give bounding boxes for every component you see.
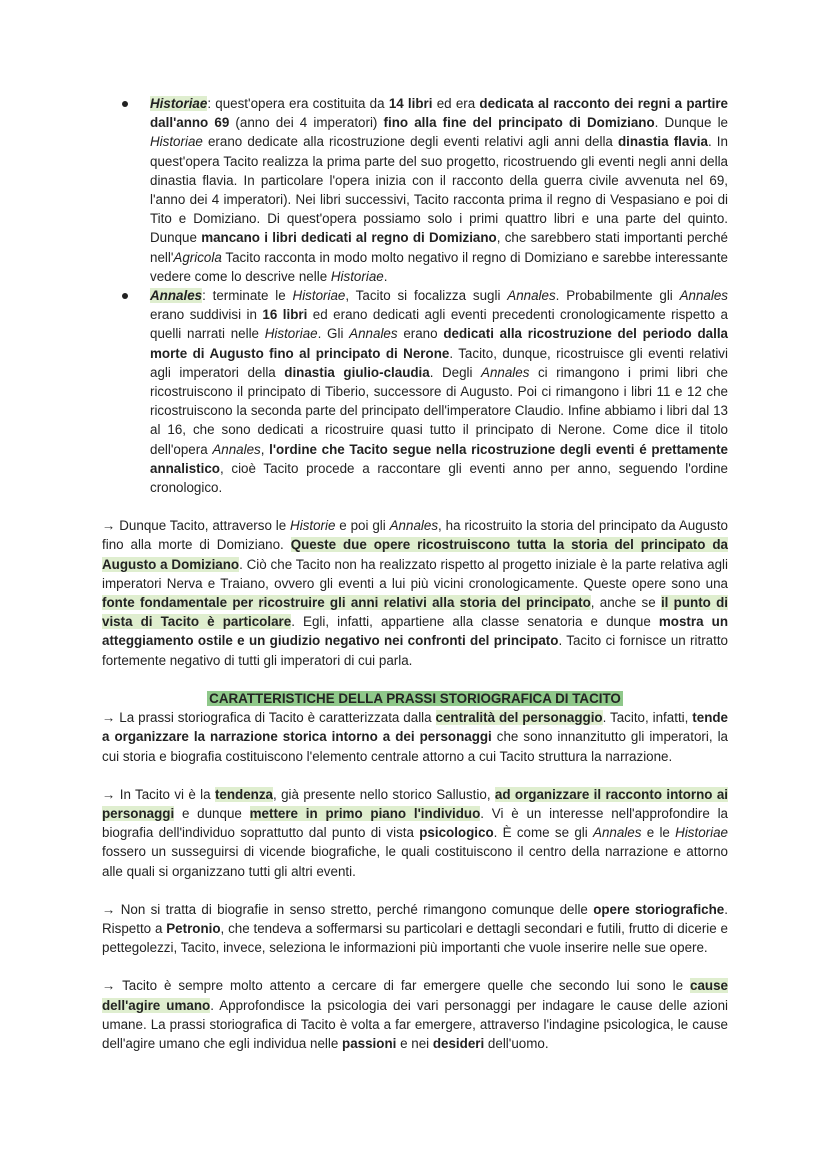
bold-text: opere storiografiche — [593, 901, 725, 917]
highlighted-text: centralità del personaggio — [435, 710, 603, 726]
text: e poi gli — [335, 518, 390, 534]
text: → Non si tratta di biografie in senso stretto, perché rimangono comunque delle — [102, 901, 594, 917]
text: . Rispetto a — [102, 901, 728, 936]
text: erano — [397, 326, 444, 342]
bold-text: dinastia flavia — [618, 134, 708, 150]
text: e dunque — [174, 805, 250, 821]
text: . Ciò che Tacito non ha realizzato rispetto al progetto iniziale è la parte relativa agli imperatori Nerva e Traiano, ovvero gli eventi a lui più vicini cronologicamente. Queste opere sono una — [102, 556, 728, 591]
italic-text: Historiae — [675, 825, 728, 841]
italic-text: Historiae — [264, 326, 318, 342]
bold-text: mancano i libri dedicati al regno di Domiziano — [201, 230, 497, 246]
text: , che tendeva a soffermarsi su particolari e dettagli secondari e futili, frutto di dicerie e pettegolezzi, Tacito, invece, seleziona le informazioni più importanti che vuole inserire nelle sue opere. — [102, 920, 729, 956]
text: , — [260, 441, 270, 457]
text: dell'uomo. — [484, 1035, 549, 1051]
text: . Probabilmente gli — [555, 288, 680, 304]
text: . Egli, infatti, appartiene alla classe senatoria e dunque — [291, 614, 659, 630]
bold-text: Petronio — [166, 920, 221, 936]
text: → In Tacito vi è la — [102, 786, 215, 802]
highlighted-text: cause dell'agire umano — [102, 978, 728, 1013]
italic-text: Annales — [679, 288, 729, 304]
bold-text: tende a organizzare la narrazione storica intorno a dei personaggi — [102, 710, 728, 745]
text: fossero un susseguirsi di vicende biografiche, le quali costituiscono il centro della narrazione e attorno alle quali si organizzano tutti gli altri eventi. — [102, 844, 728, 879]
italic-text: Historiae — [292, 288, 346, 304]
text: . In quest'opera Tacito realizza la prima parte del suo progetto, ricostruendo gli eventi negli anni della dinastia flavia. In particolare l'opera inizia con il racconto della guerra civile avvenuta nel 69, l'anno dei 4 imperatori). Nei libri successivi, Tacito racconta prima il regno di Vespasiano e poi di Tito e Domiziano. Di quest'opera possiamo solo i primi quattro libri e una parte del quinto. Dunque — [150, 134, 728, 246]
text: ci rimangono i primi libri che ricostruiscono il principato di Tiberio, successore di Augusto. Poi ci rimangono i libri 11 e 12 che ricostruiscono la seconda parte del principato dell'imperatore Claudio. Infine abbiamo i libri dal 13 al 16, che sono dedicati a ricostruire quasi tutto il principato di Nerone. Come dice il titolo dell'opera — [150, 364, 728, 457]
italic-text: Historie — [290, 518, 336, 534]
italic-text: Annales — [507, 288, 556, 304]
section-heading — [102, 689, 728, 708]
italic-text: Annales — [593, 825, 642, 841]
text: , già presente nello storico Sallustio, — [273, 786, 495, 802]
text: → Dunque Tacito, attraverso le — [102, 518, 291, 534]
list-item-historiae — [102, 94, 728, 286]
text: , cioè Tacito procede a raccontare gli eventi anno per anno, seguendo l'ordine cronologico. — [150, 460, 728, 496]
works-list — [102, 94, 728, 497]
bold-text: 14 libri — [388, 96, 433, 111]
text: → Tacito è sempre molto attento a cercare di far emergere quelle che secondo lui sono le — [102, 978, 691, 994]
highlighted-text: mettere in primo piano l'individuo — [249, 805, 481, 821]
text: e nei — [396, 1035, 433, 1051]
bold-text: dedicati alla ricostruzione del periodo dalla morte di Augusto fino al principato di Nerone — [150, 326, 728, 361]
section-heading-text: CARATTERISTICHE DELLA PRASSI STORIOGRAFICA DI TACITO — [209, 690, 621, 706]
text: : quest'opera era costituita da — [207, 96, 389, 111]
text: , che sarebbero stati importanti perché nell' — [150, 230, 728, 265]
text: . Gli — [317, 326, 350, 342]
bold-text: 16 libri — [262, 307, 308, 323]
list-item-annales — [102, 286, 728, 497]
paragraph-centralita — [102, 708, 728, 766]
highlighted-text: Queste due opere ricostruiscono tutta la storia del principato da Augusto a Domiziano — [102, 537, 728, 572]
text: . Tacito, infatti, — [602, 710, 693, 726]
annales-title: Annales — [150, 288, 203, 304]
text: . Tacito ci fornisce un ritratto fortemente negativo di tutti gli imperatori di cui parla. — [102, 633, 729, 668]
bold-text: l'ordine che Tacito segue nella ricostruzione degli eventi é prettamente annalistico — [150, 441, 728, 476]
text: → La prassi storiografica di Tacito è caratterizzata dalla — [102, 710, 436, 726]
text: (anno dei 4 imperatori) — [229, 115, 384, 131]
text: Tacito racconta in modo molto negativo il regno di Domiziano e sarebbe interessante vedere come lo descrive nelle — [150, 249, 728, 284]
text: , anche se — [590, 595, 661, 611]
bold-text: desideri — [432, 1035, 485, 1051]
text: ed era — [432, 96, 480, 111]
text: . — [383, 268, 388, 284]
paragraph-tendenza — [102, 785, 728, 881]
text: . Approfondisce la psicologia dei vari personaggi per indagare le cause delle azioni umane. La prassi storiografica di Tacito è volta a far emergere, attraverso l'indagine psicologica, le cause dell'agire umano che egli individua nelle — [102, 997, 728, 1051]
bold-text: dinastia giulio-claudia — [284, 364, 430, 380]
bold-text: psicologico — [419, 825, 494, 841]
italic-text: Historiae — [330, 268, 384, 284]
italic-text: Historiae — [150, 134, 203, 150]
text: . Tacito, dunque, ricostruisce gli eventi relativi agli imperatori della — [150, 345, 728, 380]
text: . Vi è un interesse nell'approfondire la biografia dell'individuo soprattutto dal punto di vista — [102, 805, 728, 841]
italic-text: Annales — [212, 441, 261, 457]
text: erano suddivisi in — [150, 307, 263, 323]
text: ed erano dedicati agli eventi precedenti cronologicamente rispetto a quelli narrati nelle — [150, 307, 728, 342]
text: : terminate le — [202, 288, 293, 304]
italic-text: Agricola — [173, 249, 222, 265]
highlighted-text: fonte fondamentale per ricostruire gli anni relativi alla storia del principato — [102, 595, 591, 611]
historiae-title: Historiae — [150, 96, 208, 111]
text: che sono innanzitutto gli imperatori, la cui storia e biografia costituiscono l'elemento centrale attorno a cui Tacito struttura la narrazione. — [102, 729, 728, 764]
italic-text: Annales — [389, 518, 439, 534]
italic-text: Annales — [481, 364, 530, 380]
highlighted-text: ad organizzare il racconto intorno ai personaggi — [102, 786, 728, 821]
bullet-icon — [122, 293, 128, 299]
highlighted-text: il punto di vista di Tacito è particolare — [102, 595, 728, 630]
paragraph-cause — [102, 976, 728, 1053]
bold-text: fino alla fine del principato di Domiziano — [383, 115, 655, 131]
bold-text: mostra un atteggiamento ostile e un giudizio negativo nei confronti del principato — [102, 614, 729, 649]
text: . Dunque le — [654, 115, 728, 131]
text: . È come se gli — [493, 825, 594, 841]
text: . Degli — [429, 364, 482, 380]
bullet-icon — [122, 101, 128, 107]
text: e le — [641, 825, 676, 841]
paragraph-summary — [102, 516, 728, 670]
bold-text: dedicata al racconto dei regni a partire dall'anno 69 — [150, 96, 728, 131]
highlighted-text: tendenza — [214, 786, 274, 802]
bold-text: passioni — [342, 1035, 397, 1051]
text: erano dedicate alla ricostruzione degli eventi relativi agli anni della — [202, 134, 618, 150]
text: , Tacito si focalizza sugli — [345, 288, 508, 304]
paragraph-biografie — [102, 900, 728, 958]
text: , ha ricostruito la storia del principato da Augusto fino alla morte di Domiziano. — [102, 518, 728, 553]
italic-text: Annales — [349, 326, 398, 342]
